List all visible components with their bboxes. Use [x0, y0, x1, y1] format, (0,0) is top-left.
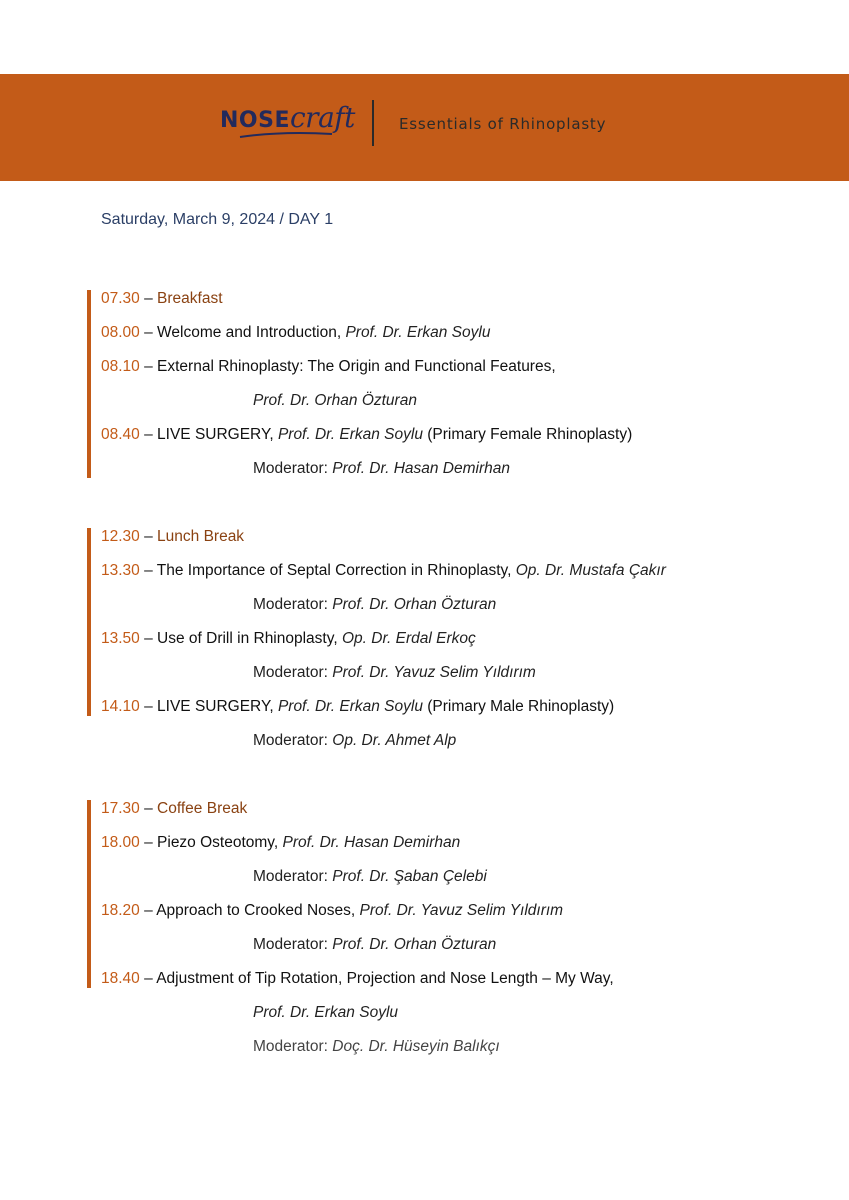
session-title: Use of Drill in Rhinoplasty, — [157, 630, 338, 647]
moderator-line: Moderator: Prof. Dr. Şaban Çelebi — [253, 868, 487, 885]
moderator-name: Prof. Dr. Orhan Özturan — [332, 596, 497, 613]
session-time: 08.40 — [101, 426, 140, 443]
session-time: 12.30 — [101, 528, 140, 545]
session-title: Lunch Break — [157, 528, 245, 545]
session-title: LIVE SURGERY, — [157, 426, 274, 443]
logo-craft-text: craft — [290, 101, 355, 134]
session-time: 07.30 — [101, 290, 140, 307]
session-speaker: Prof. Dr. Orhan Özturan — [253, 392, 417, 409]
moderator-name: Doç. Dr. Hüseyin Balıkçı — [332, 1038, 500, 1055]
moderator-line: Moderator: Prof. Dr. Yavuz Selim Yıldırım — [253, 664, 536, 681]
section-bar-evening — [87, 800, 91, 988]
moderator-name: Prof. Dr. Hasan Demirhan — [332, 460, 511, 477]
session-time: 18.40 — [101, 970, 140, 987]
session-row: 12.30 – Lunch Break — [101, 528, 245, 545]
header-divider — [372, 100, 374, 146]
session-note: (Primary Female Rhinoplasty) — [427, 426, 633, 443]
moderator-line: Moderator: Doç. Dr. Hüseyin Balıkçı — [253, 1038, 500, 1055]
session-title: Breakfast — [157, 290, 223, 307]
session-speaker: Prof. Dr. Erkan Soylu — [277, 698, 423, 715]
session-speaker: Op. Dr. Mustafa Çakır — [515, 562, 666, 579]
session-time: 18.20 — [101, 902, 140, 919]
session-row: 08.40 – LIVE SURGERY, Prof. Dr. Erkan Soylu (Primary Female Rhinoplasty) — [101, 426, 633, 443]
session-title: Adjustment of Tip Rotation, Projection and Nose Length – My Way, — [156, 970, 614, 987]
section-bar-midday — [87, 528, 91, 716]
session-title: Welcome and Introduction, — [157, 324, 342, 341]
session-time: 13.30 — [101, 562, 140, 579]
session-title: External Rhinoplasty: The Origin and Functional Features, — [157, 358, 556, 375]
session-row: 08.00 – Welcome and Introduction, Prof. Dr. Erkan Soylu — [101, 324, 491, 341]
session-title: Coffee Break — [157, 800, 248, 817]
session-note: (Primary Male Rhinoplasty) — [427, 698, 615, 715]
session-row: 08.10 – External Rhinoplasty: The Origin and Functional Features, — [101, 358, 556, 375]
session-speaker-line — [253, 1003, 398, 1023]
session-row: 18.00 – Piezo Osteotomy, Prof. Dr. Hasan Demirhan — [101, 834, 461, 851]
session-row: 18.20 – Approach to Crooked Noses, Prof. Dr. Yavuz Selim Yıldırım — [101, 902, 564, 919]
session-time: 17.30 — [101, 800, 140, 817]
session-time: 13.50 — [101, 630, 140, 647]
program-date: Saturday, March 9, 2024 / DAY 1 — [101, 211, 334, 228]
moderator-name: Prof. Dr. Orhan Özturan — [332, 936, 497, 953]
moderator-line: Moderator: Op. Dr. Ahmet Alp — [253, 732, 457, 749]
session-title: Approach to Crooked Noses, — [156, 902, 356, 919]
session-speaker: Op. Dr. Erdal Erkoç — [341, 630, 476, 647]
moderator-name: Prof. Dr. Şaban Çelebi — [332, 868, 487, 885]
session-time: 08.10 — [101, 358, 140, 375]
logo-underline — [238, 130, 334, 140]
session-speaker: Prof. Dr. Erkan Soylu — [253, 1004, 399, 1021]
session-row: 18.40 – Adjustment of Tip Rotation, Projection and Nose Length – My Way, — [101, 970, 614, 987]
session-title: Piezo Osteotomy, — [157, 834, 279, 851]
moderator-line: Moderator: Prof. Dr. Hasan Demirhan — [253, 460, 511, 477]
session-speaker: Prof. Dr. Yavuz Selim Yıldırım — [359, 902, 564, 919]
session-time: 14.10 — [101, 698, 140, 715]
session-title: The Importance of Septal Correction in Rhinoplasty, — [156, 562, 512, 579]
session-title: LIVE SURGERY, — [157, 698, 274, 715]
section-bar-morning — [87, 290, 91, 478]
session-row: 13.50 – Use of Drill in Rhinoplasty, Op. Dr. Erdal Erkoç — [101, 630, 476, 647]
moderator-line: Moderator: Prof. Dr. Orhan Özturan — [253, 596, 497, 613]
session-time: 08.00 — [101, 324, 140, 341]
session-row: 07.30 – Breakfast — [101, 290, 223, 307]
session-speaker: Prof. Dr. Erkan Soylu — [277, 426, 423, 443]
moderator-name: Prof. Dr. Yavuz Selim Yıldırım — [332, 664, 536, 681]
header-tagline: Essentials of Rhinoplasty — [399, 115, 607, 133]
session-row: 13.30 – The Importance of Septal Correction in Rhinoplasty, Op. Dr. Mustafa Çakır — [101, 562, 666, 579]
logo-nose-text: NOSE — [220, 108, 290, 133]
session-speaker: Prof. Dr. Erkan Soylu — [345, 324, 491, 341]
moderator-name: Op. Dr. Ahmet Alp — [332, 732, 457, 749]
session-row: 17.30 – Coffee Break — [101, 800, 248, 817]
session-speaker-line — [253, 391, 417, 411]
moderator-line: Moderator: Prof. Dr. Orhan Özturan — [253, 936, 497, 953]
session-speaker: Prof. Dr. Hasan Demirhan — [282, 834, 461, 851]
session-row: 14.10 – LIVE SURGERY, Prof. Dr. Erkan Soylu (Primary Male Rhinoplasty) — [101, 698, 615, 715]
session-time: 18.00 — [101, 834, 140, 851]
